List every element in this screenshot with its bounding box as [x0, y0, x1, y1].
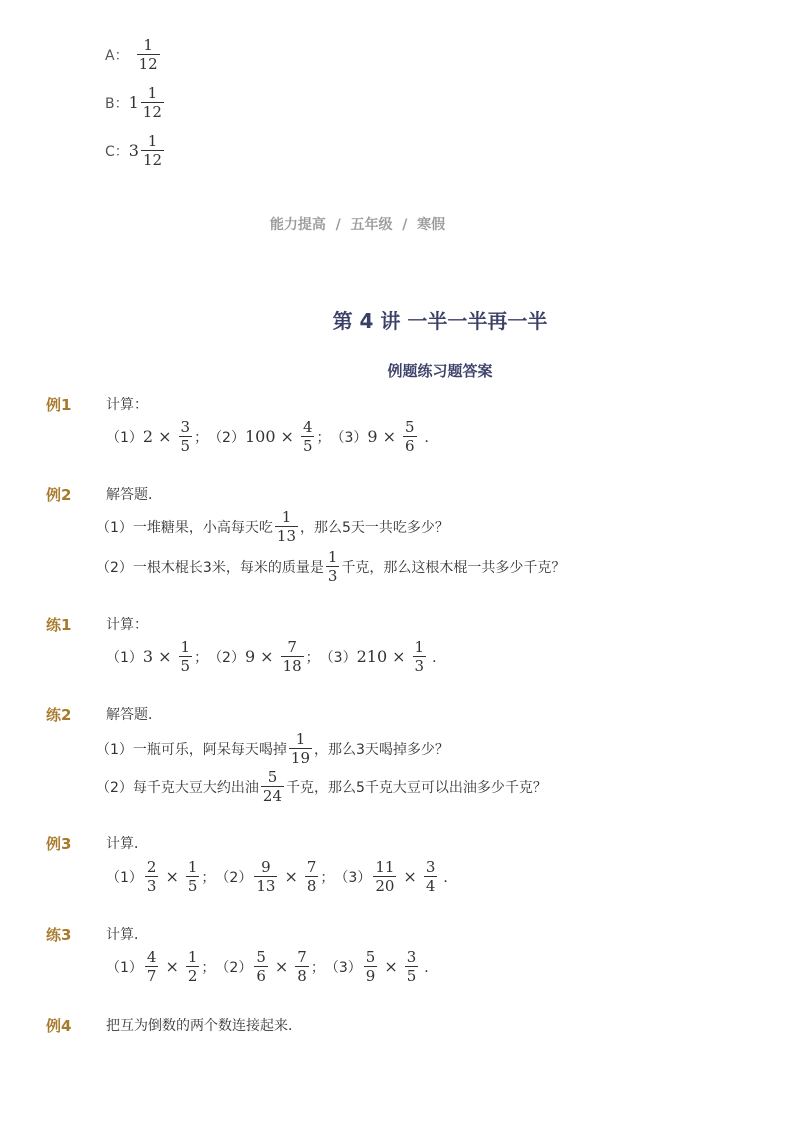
breadcrumb-grade: 五年级 [350, 217, 393, 233]
option-b-label: B： [105, 95, 129, 112]
breadcrumb-sep: / [402, 217, 408, 233]
fraction: $\frac{3}{5}$ [406, 948, 417, 985]
fraction: $\frac{2}{3}$ [146, 858, 157, 895]
fraction: $\frac{5}{6}$ [405, 418, 415, 455]
fraction: $\frac{1}{19}$ [290, 730, 311, 767]
example-3-label: 例3 [46, 835, 72, 853]
practice-1-prompt: 计算： [106, 617, 148, 633]
fraction: $\frac{3}{5}$ [180, 418, 191, 455]
breadcrumb-level: 能力提高 [269, 217, 326, 233]
example-2-label: 例2 [46, 486, 72, 504]
fraction: $\frac{1}{5}$ [187, 858, 198, 895]
section-title: 例题练习题答案 [387, 362, 493, 380]
practice-2-question-1: （1）一瓶可乐，阿呆每天喝掉 $\frac{1}{19}$ ，那么3天喝掉多少？ [96, 730, 449, 767]
example-2-question-2: （2）一根木棍长3米，每米的质量是 $\frac{1}{3}$ 千克，那么这根木棍一共多少千克？ [96, 548, 566, 585]
option-c-fraction: $\frac{1}{12}$ [142, 132, 163, 169]
option-b-fraction: $\frac{1}{12}$ [142, 84, 162, 121]
fraction: $\frac{7}{8}$ [306, 858, 317, 895]
fraction: $\frac{4}{7}$ [146, 948, 157, 985]
practice-2-label: 练2 [46, 706, 72, 724]
option-a-fraction: $\frac{1}{12}$ [138, 36, 158, 73]
option-c-whole: 3 [128, 141, 139, 160]
example-1-label: 例1 [46, 396, 72, 414]
option-a-label: A： [105, 47, 129, 64]
breadcrumb-sep: / [335, 217, 341, 233]
example-1-prompt: 计算： [106, 397, 148, 413]
option-a [105, 36, 162, 73]
practice-3-label: 练3 [46, 926, 72, 944]
example-4-prompt: 把互为倒数的两个数连接起来． [106, 1018, 302, 1034]
fraction: $\frac{4}{5}$ [302, 418, 313, 455]
fraction: $\frac{5}{9}$ [365, 948, 376, 985]
fraction: $\frac{1}{2}$ [187, 948, 198, 985]
practice-2-question-2: （2）每千克大豆大约出油 $\frac{5}{24}$ 千克，那么5千克大豆可以出油多少千克？ [96, 768, 547, 805]
option-b-whole: 1 [128, 93, 139, 112]
fraction: $\frac{3}{4}$ [425, 858, 436, 895]
breadcrumb-term: 寒假 [417, 217, 446, 233]
practice-3-expressions: （1） $\frac{4}{7}$ × $\frac{1}{2}$ ； （2） $\frac{5}{6}$ × $\frac{7}{8}$ ； （3） $\frac{5}{9}$ × $\frac{3}{5}$ ． [106, 948, 439, 985]
option-c [105, 132, 166, 169]
fraction: $\frac{9}{13}$ [256, 858, 276, 895]
fraction: $\frac{5}{6}$ [256, 948, 266, 985]
fraction: $\frac{7}{8}$ [297, 948, 307, 985]
fraction: $\frac{1}{5}$ [180, 638, 191, 675]
fraction: $\frac{7}{18}$ [282, 638, 302, 675]
fraction: $\frac{1}{13}$ [276, 508, 297, 545]
example-2-prompt: 解答题． [106, 487, 162, 503]
fraction: $\frac{11}{20}$ [375, 858, 395, 895]
example-2-question-1: （1）一堆糖果，小高每天吃 $\frac{1}{13}$ ，那么5天一共吃多少？ [96, 508, 449, 545]
option-b [105, 84, 166, 121]
breadcrumb [0, 214, 715, 234]
practice-1-label: 练1 [46, 616, 72, 634]
practice-2-prompt: 解答题． [106, 707, 162, 723]
example-3-prompt: 计算． [106, 836, 148, 852]
practice-1-expressions: （1） 3 × $\frac{1}{5}$ ； （2） 9 × $\frac{7}{18}$ ； （3） 210 × $\frac{1}{3}$ ． [106, 638, 447, 675]
example-1-expressions: （1） 2 × $\frac{3}{5}$ ； （2） 100 × $\frac{4}{5}$ ； （3） 9 × $\frac{5}{6}$ ． [106, 418, 439, 455]
example-4-label: 例4 [46, 1017, 72, 1035]
fraction: $\frac{1}{3}$ [414, 638, 425, 675]
lecture-title: 第 4 讲 一半一半再一半 [332, 309, 548, 333]
fraction: $\frac{1}{3}$ [327, 548, 338, 585]
example-3-expressions: （1） $\frac{2}{3}$ × $\frac{1}{5}$ ； （2） $\frac{9}{13}$ × $\frac{7}{8}$ ； （3） $\frac{11}{20}$ × $\frac{3}{4}$ ． [106, 858, 458, 895]
fraction: $\frac{5}{24}$ [262, 768, 283, 805]
option-c-label: C： [105, 143, 129, 160]
practice-3-prompt: 计算． [106, 927, 148, 943]
